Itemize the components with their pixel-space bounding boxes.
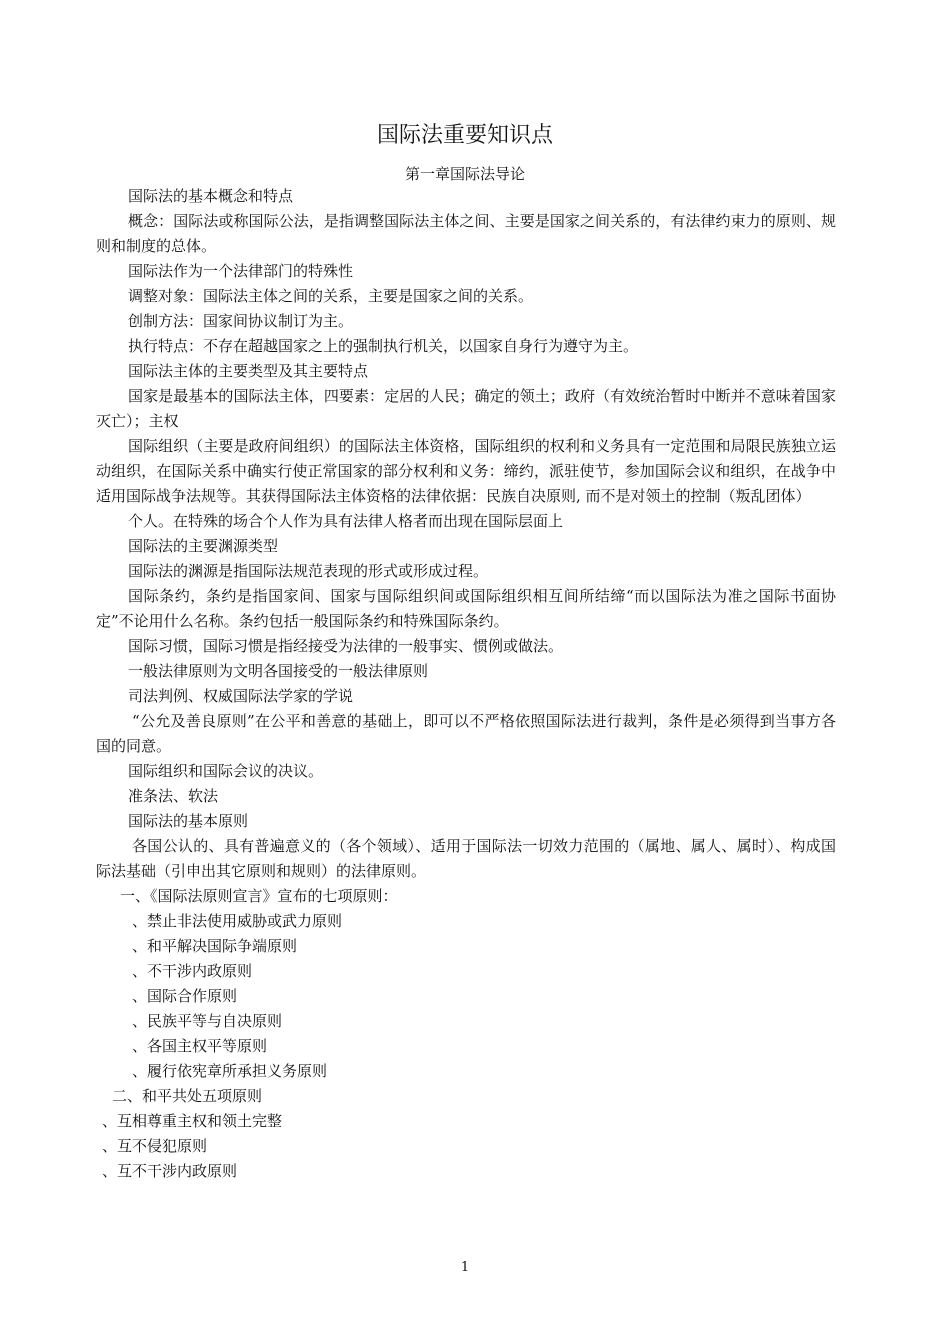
document-title: 国际法重要知识点 (376, 123, 553, 148)
paragraph: 国际组织和国际会议的决议。 (128, 762, 324, 780)
paragraph: 个人。在特殊的场合个人作为具有法律人格者而出现在国际层面上 (128, 512, 564, 530)
paragraph: 国际法的主要渊源类型 (128, 537, 279, 555)
paragraph: 各国公认的、具有普遍意义的（各个领域）、适用于国际法一切效力范围的（属地、属人、属时）、构成国际法基础（引申出其它原则和规则）的法律原则。 (96, 837, 836, 880)
paragraph: 执行特点：不存在超越国家之上的强制执行机关，以国家自身行为遵守为主。 (128, 337, 639, 355)
paragraph: 国际法的渊源是指国际法规范表现的形式或形成过程。 (128, 562, 489, 580)
paragraph: 一、《国际法原则宣言》宣布的七项原则： (120, 887, 398, 905)
paragraph: “公允及善良原则”在公平和善意的基础上，即可以不严格依照国际法进行裁判，条件是必须得到当事方各国的同意。 (96, 712, 836, 755)
list-item: 、互相尊重主权和领土完整 (102, 1112, 283, 1130)
paragraph: 准条法、软法 (128, 787, 219, 805)
paragraph: 二、和平共处五项原则 (112, 1087, 263, 1105)
list-item: 、互不侵犯原则 (102, 1137, 208, 1155)
document-body (96, 184, 836, 1184)
list-item: 、履行依宪章所承担义务原则 (132, 1062, 328, 1080)
paragraph: 创制方法：国家间协议制订为主。 (128, 312, 354, 330)
paragraph: 国际法作为一个法律部门的特殊性 (128, 262, 354, 280)
paragraph: 国际法的基本原则 (128, 812, 249, 830)
paragraph: 一般法律原则为文明各国接受的一般法律原则 (128, 662, 429, 680)
list-item: 、互不干涉内政原则 (102, 1162, 238, 1180)
list-item: 、民族平等与自决原则 (132, 1012, 283, 1030)
paragraph: 国际条约，条约是指国家间、国家与国际组织间或国际组织相互间所结缔“而以国际法为准之国际书面协定”不论用什么名称。条约包括一般国际条约和特殊国际条约。 (96, 587, 836, 630)
list-item: 、和平解决国际争端原则 (132, 937, 298, 955)
paragraph: 国际组织（主要是政府间组织）的国际法主体资格，国际组织的权利和义务具有一定范围和局限民族独立运动组织，在国际关系中确实行使正常国家的部分权利和义务：缔约，派驻使节，参加国际会议和组织，在战争中适用国际战争法规等。其获得国际法主体资格的法律依据：民族自决原则, 而不是对领土的控制（叛乱团体） (96, 437, 836, 505)
list-item: 、不干涉内政原则 (132, 962, 253, 980)
paragraph: 概念：国际法或称国际公法，是指调整国际法主体之间、主要是国家之间关系的，有法律约束力的原则、规则和制度的总体。 (96, 212, 836, 255)
list-item: 、国际合作原则 (132, 987, 238, 1005)
paragraph: 国家是最基本的国际法主体，四要素：定居的人民；确定的领土；政府（有效统治暂时中断并不意味着国家灭亡）；主权 (96, 387, 836, 430)
paragraph: 调整对象：国际法主体之间的关系，主要是国家之间的关系。 (128, 287, 534, 305)
paragraph: 司法判例、权威国际法学家的学说 (128, 687, 354, 705)
page-number: 1 (460, 1260, 470, 1275)
list-item: 、各国主权平等原则 (132, 1037, 268, 1055)
paragraph: 国际法主体的主要类型及其主要特点 (128, 362, 369, 380)
paragraph: 国际法的基本概念和特点 (128, 187, 294, 205)
list-item: 、禁止非法使用威胁或武力原则 (132, 912, 343, 930)
paragraph: 国际习惯，国际习惯是指经接受为法律的一般事实、惯例或做法。 (128, 637, 564, 655)
chapter-heading: 第一章国际法导论 (404, 165, 525, 183)
